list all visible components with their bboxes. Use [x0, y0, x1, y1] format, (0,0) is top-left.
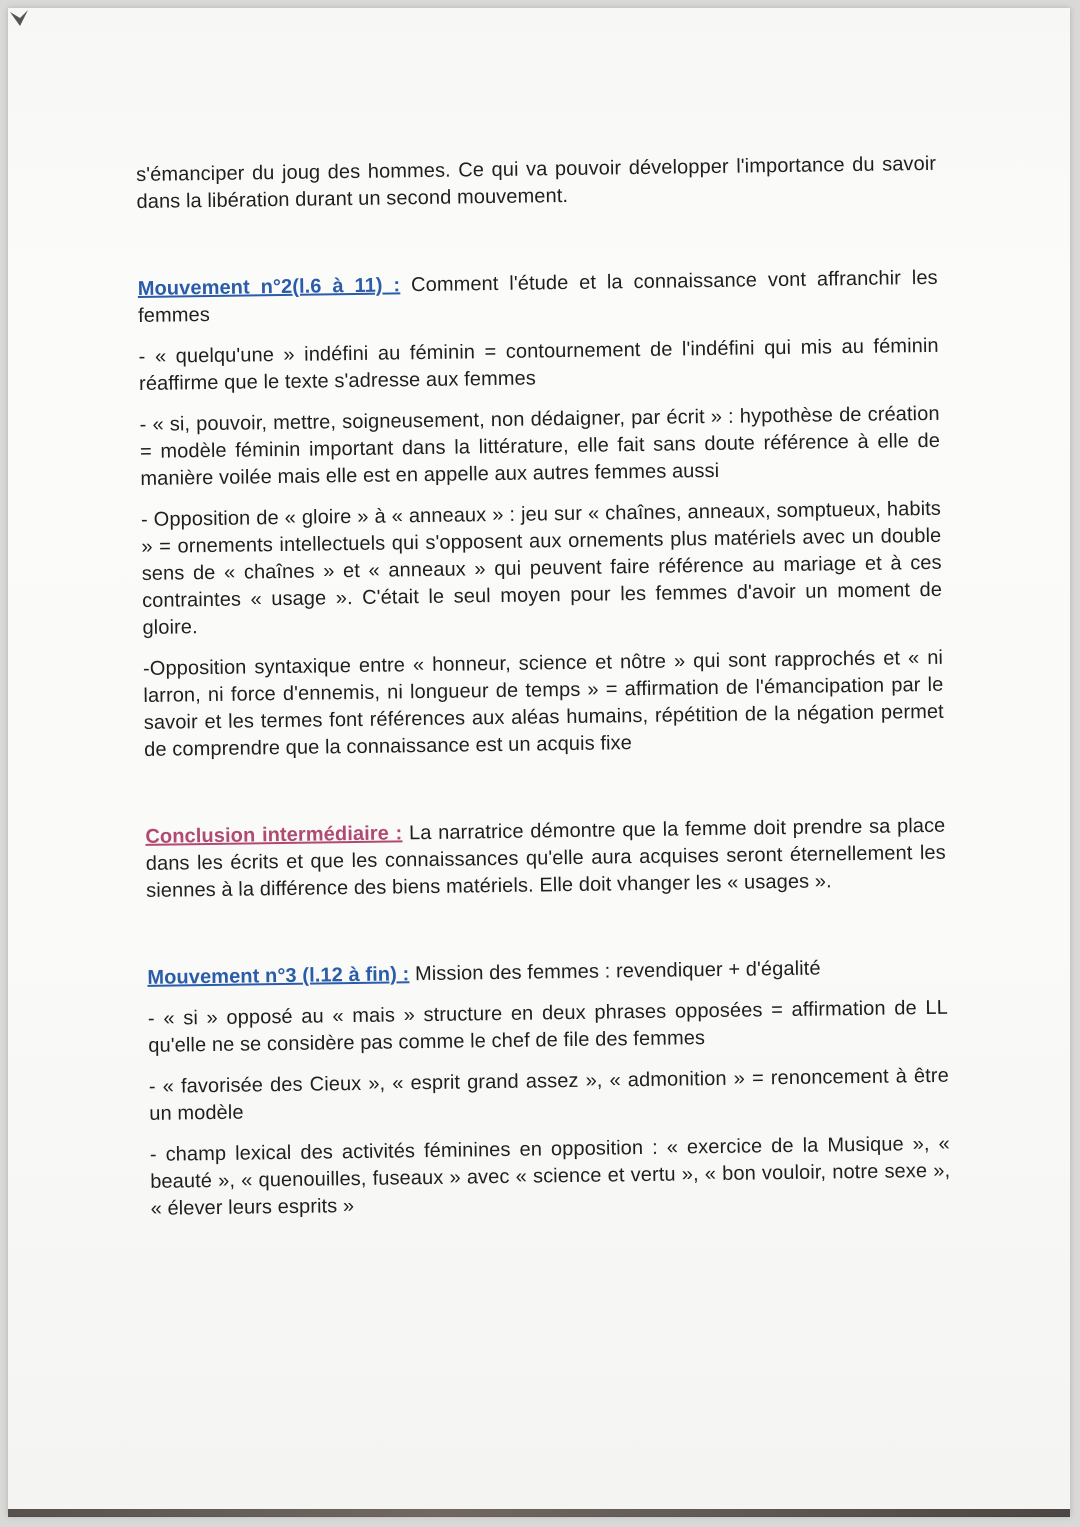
mouvement-3-point-1: - « si » opposé au « mais » structure en deux phrases opposées = affirmation de LL qu'elle ne se considère pas comme le chef de file des femmes	[147, 996, 949, 1057]
page-bottom-edge	[8, 1509, 1070, 1517]
mouvement-2-point-3: - Opposition de « gloire » à « anneaux » : jeu sur « chaînes, anneaux, somptueux, habits » = ornements intellectuels qui s'opposent aux ornements plus matériels avec un double sens de « chaînes » et « anneaux » qui peuvent faire référence au mariage et à ces contraintes « usage ». C'était le seul moyen pour les femmes d'avoir un moment de gloire.	[140, 497, 943, 639]
mouvement-2-point-4: -Opposition syntaxique entre « honneur, science et nôtre » qui sont rapprochés et « ni larron, ni force d'ennemis, ni longueur de temps » = affirmation de l'émancipation par le savoir et les termes font références aux aléas humains, répétition de la négation permet de comprendre que la connaissance est un acquis fixe	[142, 646, 944, 761]
mouvement-2-title: Comment l'étude et la connaissance vont affranchir les femmes	[137, 266, 938, 327]
mouvement-3-point-2: - « favorisée des Cieux », « esprit grand assez », « admonition » = renoncement à être un modèle	[148, 1064, 949, 1125]
mouvement-3-title: Mission des femmes : revendiquer + d'égalité	[414, 957, 821, 986]
intro-paragraph: s'émanciper du joug des hommes. Ce qui va pouvoir développer l'importance du savoir dans la libération durant un second mouvement.	[136, 152, 937, 213]
conclusion-paragraph	[145, 813, 946, 905]
document-body	[136, 151, 951, 1223]
mouvement-3-point-3: - champ lexical des activités féminines en opposition : « exercice de la Musique », « beauté », « quenouilles, fuseaux » avec « science et vertu », « bon vouloir, notre sexe », « élever leurs esprits »	[149, 1132, 951, 1220]
conclusion-text: La narratrice démontre que la femme doit prendre sa place dans les écrits et que les connaissances qu'elle aura acquises seront éternellement les siennes à la différence des biens matériels. Elle doit vhanger les « usages ».	[145, 814, 946, 902]
mouvement-2-heading: Mouvement n°2(l.6 à 11) :	[137, 274, 401, 300]
conclusion-heading: Conclusion intermédiaire :	[145, 822, 403, 848]
folded-corner-mark	[8, 8, 38, 30]
mouvement-2-point-1: - « quelqu'une » indéfini au féminin = contournement de l'indéfini qui mis au féminin réaffirme que le texte s'adresse aux femmes	[138, 334, 939, 395]
mouvement-3-heading: Mouvement n°3 (l.12 à fin) :	[147, 963, 410, 989]
mouvement-2-point-2: - « si, pouvoir, mettre, soigneusement, non dédaigner, par écrit » : hypothèse de création = modèle féminin important dans la littérature, elle fait sans doute référence à elle de manière voilée mais elle est en appelle aux autres femmes aussi	[139, 402, 941, 490]
